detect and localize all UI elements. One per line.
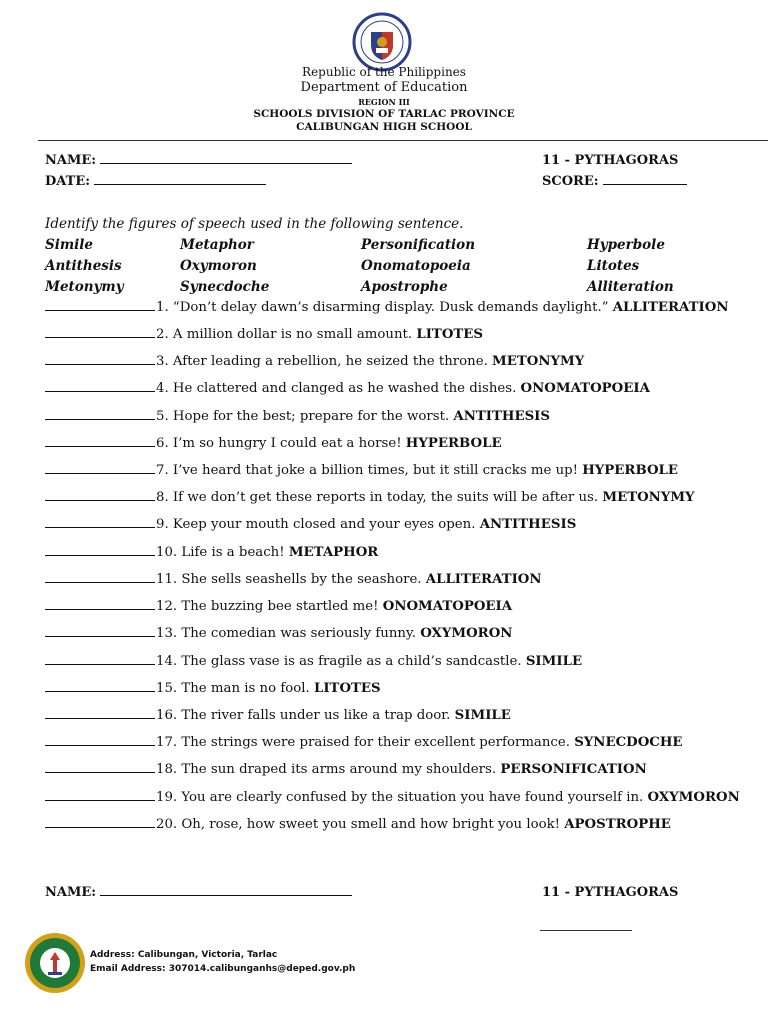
answer-text: HYPERBOLE <box>405 436 502 451</box>
answer-text: ONOMATOPOEIA <box>382 599 513 614</box>
answer-text: LITOTES <box>416 327 484 342</box>
question-text: 2. A million dollar is no small amount. <box>156 327 413 342</box>
choice-item: Personification <box>361 237 476 253</box>
answer-text: APOSTROPHE <box>564 817 671 832</box>
question-item-1 <box>45 300 729 315</box>
question-text: 12. The buzzing bee startled me! <box>156 599 379 614</box>
answer-blank[interactable] <box>45 364 155 365</box>
answer-text: SIMILE <box>525 654 583 669</box>
answer-blank[interactable] <box>45 582 155 583</box>
answer-blank[interactable] <box>45 500 155 501</box>
question-text: 14. The glass vase is as fragile as a child’s sandcastle. <box>156 654 522 669</box>
answer-blank[interactable] <box>45 772 155 773</box>
question-item-7 <box>45 463 678 478</box>
date-row <box>45 174 266 189</box>
answer-text: ALLITERATION <box>612 300 729 315</box>
choice-item: Onomatopoeia <box>361 258 471 274</box>
name-field[interactable] <box>100 163 352 164</box>
footer-name-label: NAME: <box>45 885 97 900</box>
choice-item: Alliteration <box>587 279 674 295</box>
answer-blank[interactable] <box>45 473 155 474</box>
answer-text: ALLITERATION <box>425 572 542 587</box>
footer-email: Email Address: 307014.calibunganhs@deped.gov.ph <box>90 964 356 974</box>
answer-text: LITOTES <box>313 681 381 696</box>
question-text: 15. The man is no fool. <box>156 681 310 696</box>
answer-text: SIMILE <box>454 708 511 723</box>
question-item-9 <box>45 517 576 532</box>
question-text: 16. The river falls under us like a trap door. <box>156 708 451 723</box>
question-text: 1. “Don’t delay dawn’s disarming display. Dusk demands daylight.” <box>156 300 609 315</box>
answer-text: SYNECDOCHE <box>574 735 683 750</box>
question-text: 4. He clattered and clanged as he washed the dishes. <box>156 381 517 396</box>
question-item-14 <box>45 654 582 669</box>
choice-item: Oxymoron <box>180 258 257 274</box>
question-item-11 <box>45 572 542 587</box>
section-label: 11 - PYTHAGORAS <box>542 153 679 168</box>
date-label: DATE: <box>45 174 91 189</box>
question-text: 17. The strings were praised for their excellent performance. <box>156 735 570 750</box>
answer-text: PERSONIFICATION <box>500 762 647 777</box>
answer-text: METONYMY <box>602 490 695 505</box>
answer-blank[interactable] <box>45 337 155 338</box>
header-region: REGION III <box>358 97 410 107</box>
answer-blank[interactable] <box>45 609 155 610</box>
question-item-16 <box>45 708 511 723</box>
question-item-10 <box>45 545 378 560</box>
answer-text: METAPHOR <box>288 545 379 560</box>
answer-blank[interactable] <box>45 718 155 719</box>
choice-item: Metonymy <box>45 279 124 295</box>
answer-text: OXYMORON <box>420 626 513 641</box>
answer-blank[interactable] <box>45 800 155 801</box>
question-text: 8. If we don’t get these reports in today, the suits will be after us. <box>156 490 599 505</box>
choice-item: Synecdoche <box>180 279 270 295</box>
question-item-6 <box>45 436 502 451</box>
footer-address: Address: Calibungan, Victoria, Tarlac <box>90 950 278 960</box>
question-text: 10. Life is a beach! <box>156 545 285 560</box>
answer-blank[interactable] <box>45 636 155 637</box>
school-logo <box>24 932 86 994</box>
question-text: 11. She sells seashells by the seashore. <box>156 572 422 587</box>
question-text: 5. Hope for the best; prepare for the worst. <box>156 409 450 424</box>
question-text: 9. Keep your mouth closed and your eyes open. <box>156 517 476 532</box>
answer-blank[interactable] <box>45 446 155 447</box>
answer-blank[interactable] <box>45 419 155 420</box>
footer-section-label: 11 - PYTHAGORAS <box>542 885 679 900</box>
date-field[interactable] <box>94 184 266 185</box>
header-republic: Republic of the Philippines <box>302 65 466 79</box>
answer-text: ANTITHESIS <box>453 409 551 424</box>
question-item-19 <box>45 790 740 805</box>
header-department: Department of Education <box>300 80 468 95</box>
choice-item: Litotes <box>587 258 640 274</box>
question-item-12 <box>45 599 512 614</box>
choice-item: Hyperbole <box>587 237 665 253</box>
answer-text: OXYMORON <box>647 790 740 805</box>
header-school: CALIBUNGAN HIGH SCHOOL <box>296 121 472 133</box>
deped-seal <box>352 12 412 72</box>
answer-text: ONOMATOPOEIA <box>520 381 650 396</box>
instructions: Identify the figures of speech used in the following sentence. <box>45 216 464 232</box>
answer-blank[interactable] <box>45 310 155 311</box>
score-label: SCORE: <box>542 174 599 189</box>
choice-item: Antithesis <box>45 258 122 274</box>
score-field[interactable] <box>603 184 687 185</box>
footer-name-row <box>45 885 352 900</box>
question-item-20 <box>45 817 671 832</box>
name-row <box>45 153 352 168</box>
footer-name-field[interactable] <box>100 895 352 896</box>
choice-item: Metaphor <box>180 237 254 253</box>
choice-item: Simile <box>45 237 94 253</box>
score-row <box>542 174 687 189</box>
answer-blank[interactable] <box>45 391 155 392</box>
answer-blank[interactable] <box>45 527 155 528</box>
question-item-13 <box>45 626 512 641</box>
question-text: 19. You are clearly confused by the situation you have found yourself in. <box>156 790 644 805</box>
question-text: 20. Oh, rose, how sweet you smell and how bright you look! <box>156 817 560 832</box>
question-text: 6. I’m so hungry I could eat a horse! <box>156 436 402 451</box>
header-division: SCHOOLS DIVISION OF TARLAC PROVINCE <box>253 108 515 120</box>
answer-blank[interactable] <box>45 827 155 828</box>
question-item-18 <box>45 762 647 777</box>
header-rule <box>38 140 768 141</box>
question-text: 13. The comedian was seriously funny. <box>156 626 416 641</box>
answer-blank[interactable] <box>45 664 155 665</box>
answer-text: HYPERBOLE <box>582 463 679 478</box>
question-item-15 <box>45 681 381 696</box>
answer-text: METONYMY <box>492 354 585 369</box>
choice-item: Apostrophe <box>361 279 448 295</box>
answer-blank[interactable] <box>45 745 155 746</box>
question-text: 3. After leading a rebellion, he seized the throne. <box>156 354 488 369</box>
question-text: 7. I’ve heard that joke a billion times, but it still cracks me up! <box>156 463 578 478</box>
question-item-5 <box>45 409 550 424</box>
question-item-8 <box>45 490 695 505</box>
question-item-3 <box>45 354 584 369</box>
answer-blank[interactable] <box>45 691 155 692</box>
answer-text: ANTITHESIS <box>479 517 577 532</box>
footer-short-rule <box>540 930 632 931</box>
answer-blank[interactable] <box>45 555 155 556</box>
question-text: 18. The sun draped its arms around my shoulders. <box>156 762 497 777</box>
question-item-17 <box>45 735 683 750</box>
name-label: NAME: <box>45 153 97 168</box>
question-item-2 <box>45 327 483 342</box>
question-item-4 <box>45 381 650 396</box>
